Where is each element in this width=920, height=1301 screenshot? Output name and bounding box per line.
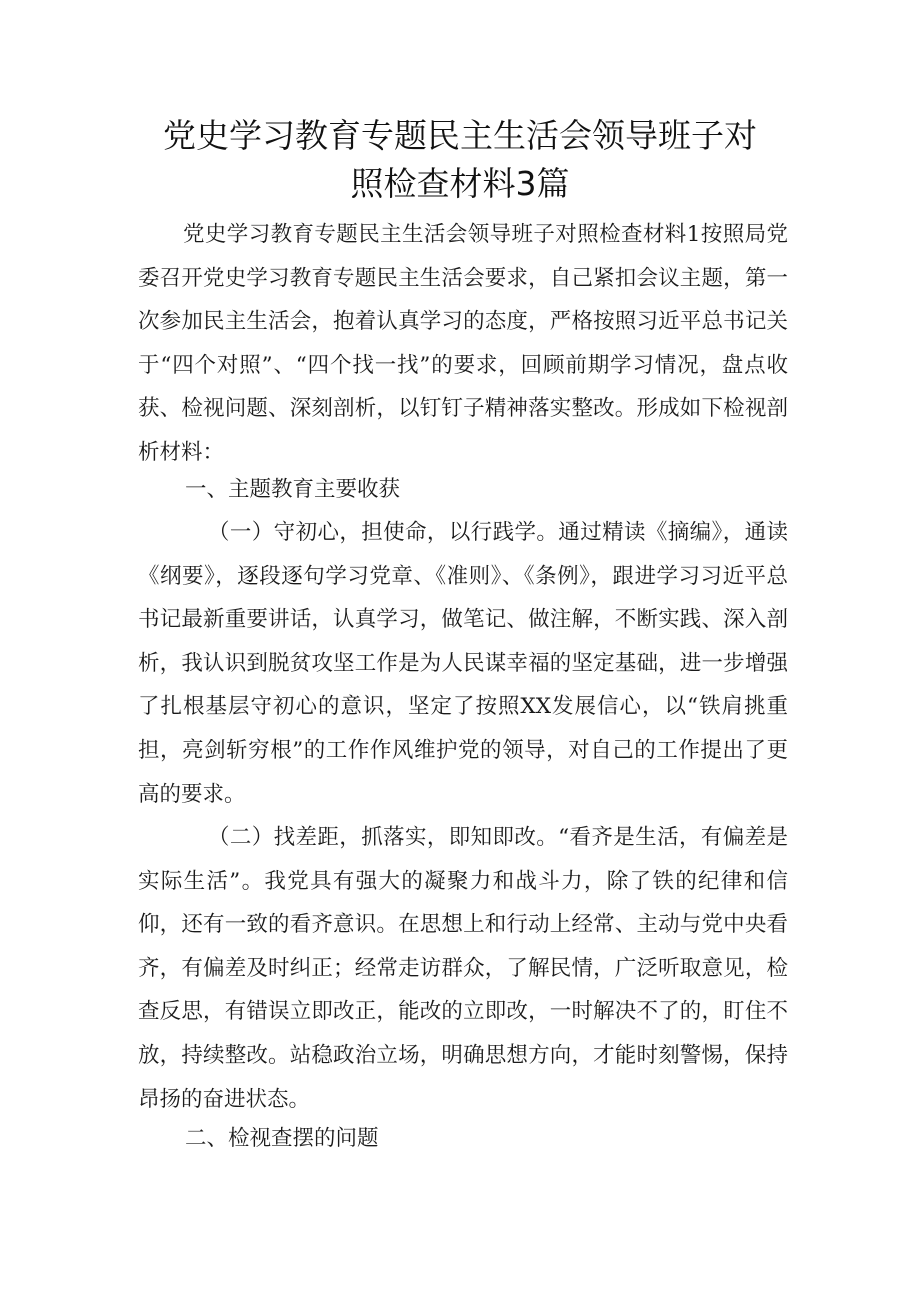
section-1-item-2: （二）找差距，抓落实，即知即改。“看齐是生活，有偏差是实际生活”。我党具有强大的凝聚力和战斗力，除了铁的纪律和信仰，还有一致的看齐意识。在思想上和行动上经常、主动与党中央看齐，有偏差及时纠正；经常走访群众，了解民情，广泛听取意见，检查反思，有错误立即改正，能改的立即改，一时解决不了的，盯住不放，持续整改。站稳政治立场，明确思想方向，才能时刻警惕，保持昂扬的奋进状态。	[138, 825, 788, 1112]
document-title-line-2: 照检查材料3篇	[350, 164, 570, 203]
intro-paragraph: 党史学习教育专题民主生活会领导班子对照检查材料1按照局党委召开党史学习教育专题民主生活会要求，自己紧扣会议主题，第一次参加民主生活会，抱着认真学习的态度，严格按照习近平总书记关于“四个对照”、“四个找一找”的要求，回顾前期学习情况，盘点收获、检视问题、深刻剖析，以钉钉子精神落实整改。形成如下检视剖析材料：	[138, 222, 788, 465]
section-1-item-1: （一）守初心，担使命，以行践学。通过精读《摘编》，通读《纲要》，逐段逐句学习党章、《准则》、《条例》，跟进学习习近平总书记最新重要讲话，认真学习，做笔记、做注解，不断实践、深入剖析，我认识到脱贫攻坚工作是为人民谋幸福的坚定基础，进一步增强了扎根基层守初心的意识，坚定了按照XX发展信心，以“铁肩挑重担，亮剑斩穷根”的工作作风维护党的领导，对自己的工作提出了更高的要求。	[138, 520, 788, 807]
section-2-heading: 二、检视查摆的问题	[185, 1126, 379, 1151]
section-1-heading: 一、主题教育主要收获	[185, 477, 401, 502]
document-title-line-1: 党史学习教育专题民主生活会领导班子对	[163, 116, 757, 155]
